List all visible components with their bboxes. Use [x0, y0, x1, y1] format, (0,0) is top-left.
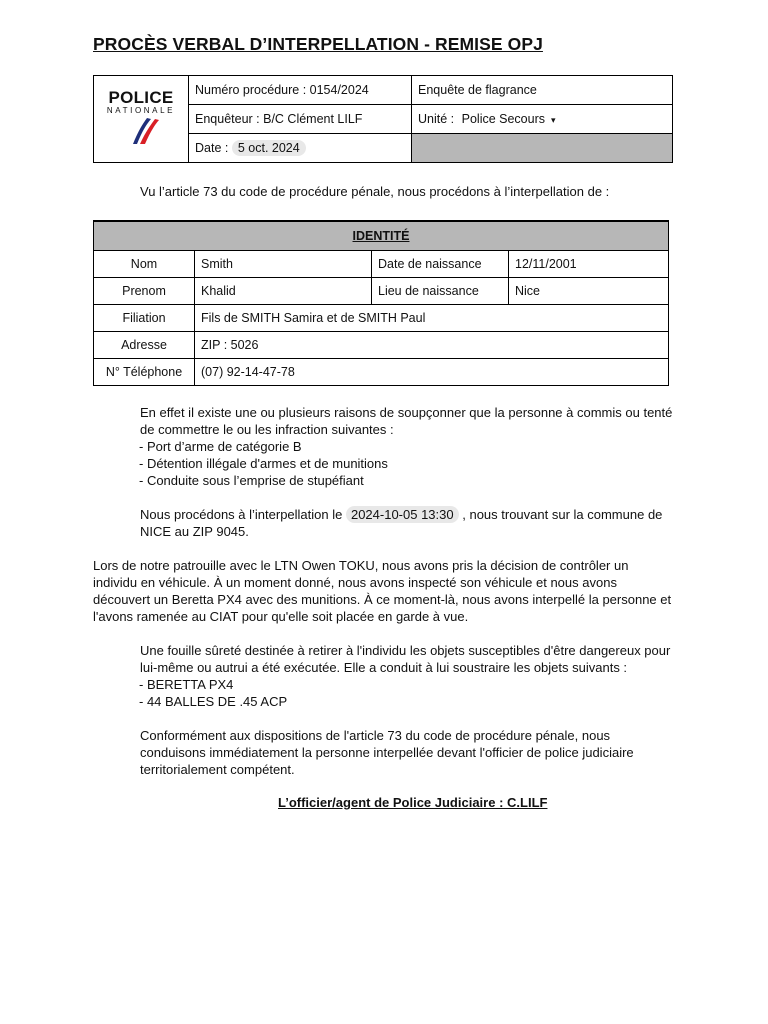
- nom-value: Smith: [195, 251, 372, 278]
- adresse-label: Adresse: [94, 332, 195, 359]
- identity-heading: IDENTITÉ: [94, 221, 669, 251]
- search-section: [93, 642, 673, 710]
- search-text: Une fouille sûreté destinée à retirer à l'individu les objets susceptibles d'être dangereux pour lui-même ou autrui a été exécutée. Elle a conduit à lui soustraire les objets suivants :: [140, 643, 671, 675]
- birthdate-label: Date de naissance: [372, 251, 509, 278]
- document-title: PROCÈS VERBAL D’INTERPELLATION - REMISE OPJ: [93, 34, 543, 54]
- list-item: - BERETTA PX4: [139, 677, 234, 692]
- telephone-label: N° Téléphone: [94, 359, 195, 386]
- reasons-section: [93, 404, 673, 489]
- intro-text: Vu l’article 73 du code de procédure pénale, nous procédons à l’interpellation de :: [140, 184, 610, 199]
- filiation-label: Filiation: [94, 305, 195, 332]
- chevron-down-icon: ▾: [551, 115, 556, 125]
- tricolor-flame-icon: [111, 116, 171, 146]
- date-label: Date :: [195, 141, 229, 155]
- table-row: [94, 332, 669, 359]
- interpellation-text-before: Nous procédons à l’interpellation le: [140, 507, 346, 522]
- table-row: [94, 278, 669, 305]
- interpellation-paragraph: [93, 506, 673, 540]
- telephone-value: (07) 92-14-47-78: [195, 359, 669, 386]
- grey-empty-cell: [412, 134, 673, 163]
- officer-signature: L’officier/agent de Police Judiciaire : C.LILF: [278, 795, 548, 810]
- logo-text-nationale: NATIONALE: [106, 106, 176, 115]
- patrol-paragraph: Lors de notre patrouille avec le LTN Owen TOKU, nous avons pris la décision de contrôler un individu en véhicule. À un moment donné, nous avons inspecté son véhicule et nous avons découvert un Beretta PX4 avec des munitions. À ce moment-là, nous avons interpellé la personne et l'avons ramenée au CIAT pour qu'elle soit placée en garde à vue.: [93, 558, 672, 624]
- conclusion-paragraph: [93, 727, 673, 778]
- table-row: [94, 359, 669, 386]
- identity-table: [93, 220, 669, 386]
- table-row: [94, 305, 669, 332]
- prenom-value: Khalid: [195, 278, 372, 305]
- list-item: - Conduite sous l’emprise de stupéfiant: [139, 473, 364, 488]
- adresse-value: ZIP : 5026: [195, 332, 669, 359]
- list-item: - Détention illégale d'armes et de munitions: [139, 456, 388, 471]
- interpellation-text-after: , nous trouvant sur la commune de NICE au ZIP 9045.: [140, 507, 663, 539]
- unite-label: Unité :: [418, 112, 455, 126]
- list-item: - 44 BALLES DE .45 ACP: [139, 694, 288, 709]
- table-row: [94, 251, 669, 278]
- birthplace-value: Nice: [509, 278, 669, 305]
- filiation-value: Fils de SMITH Samira et de SMITH Paul: [195, 305, 669, 332]
- birthdate-value: 12/11/2001: [509, 251, 669, 278]
- header-table: [93, 75, 673, 163]
- unite-dropdown[interactable]: [462, 112, 556, 126]
- unite-value: Police Secours: [461, 112, 545, 126]
- logo-text-police: POLICE: [108, 88, 174, 107]
- conclusion-text: Conformément aux dispositions de l'article 73 du code de procédure pénale, nous conduisons immédiatement la personne interpellée devant l'officier de police judiciaire territorialement compétent.: [140, 728, 634, 777]
- list-item: - Port d’arme de catégorie B: [139, 439, 302, 454]
- procedure-number: Numéro procédure : 0154/2024: [189, 76, 412, 105]
- birthplace-label: Lieu de naissance: [372, 278, 509, 305]
- date-cell: [189, 134, 412, 163]
- enquete-type: Enquête de flagrance: [412, 76, 673, 105]
- reasons-text: En effet il existe une ou plusieurs raisons de soupçonner que la personne à commis ou tenté de commettre le ou les infraction suivantes :: [140, 405, 673, 437]
- date-chip[interactable]: 5 oct. 2024: [232, 140, 306, 156]
- datetime-chip[interactable]: 2024-10-05 13:30: [346, 506, 459, 523]
- prenom-label: Prenom: [94, 278, 195, 305]
- enqueteur: Enquêteur : B/C Clément LILF: [189, 105, 412, 134]
- nom-label: Nom: [94, 251, 195, 278]
- unite-cell: [412, 105, 673, 134]
- police-logo: [94, 76, 189, 163]
